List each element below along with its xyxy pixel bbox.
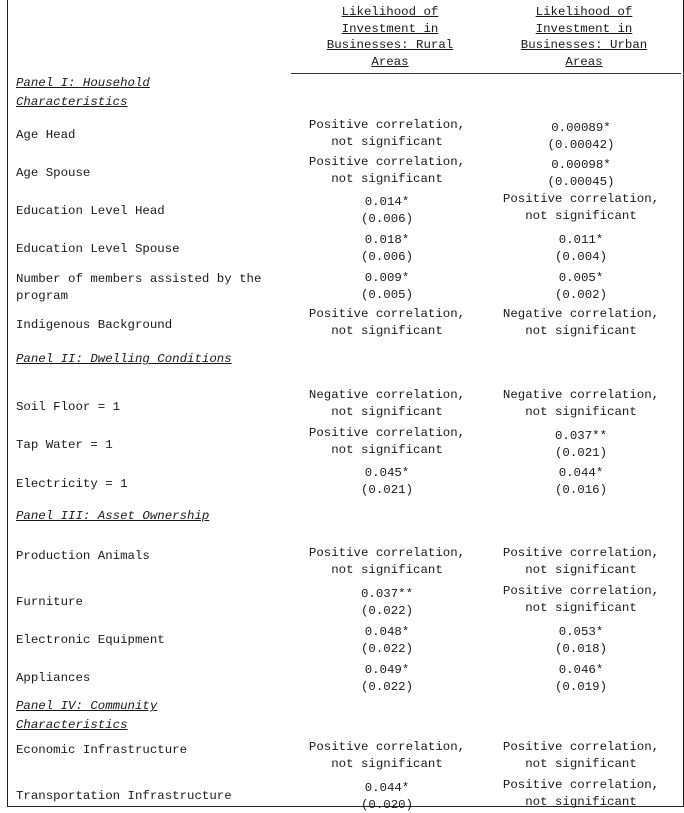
urban-cell: 0.011* (0.004) xyxy=(554,233,608,264)
urban-cell: Positive correlation, not significant xyxy=(502,192,660,223)
column-header-urban: Likelihood of Investment in Businesses: Urban Areas xyxy=(520,5,648,69)
urban-cell: 0.00098* (0.00045) xyxy=(547,158,615,189)
row-label: Transportation Infrastructure xyxy=(16,789,232,803)
urban-cell: 0.046* (0.019) xyxy=(554,663,608,694)
row-label: Number of members assisted by the program xyxy=(16,272,262,303)
rural-cell: 0.018* (0.006) xyxy=(360,233,414,264)
row-label: Electricity = 1 xyxy=(16,477,128,491)
panel-title-assets: Panel III: Asset Ownership xyxy=(16,509,210,523)
row-label: Furniture xyxy=(16,595,83,609)
rural-cell: 0.014* (0.006) xyxy=(360,195,414,226)
urban-cell: 0.053* (0.018) xyxy=(554,625,608,656)
urban-cell: 0.044* (0.016) xyxy=(554,466,608,497)
rural-cell: Positive correlation, not significant xyxy=(308,546,466,577)
row-label: Electronic Equipment xyxy=(16,633,165,647)
row-label: Appliances xyxy=(16,671,91,685)
urban-cell: Negative correlation, not significant xyxy=(502,307,660,338)
row-label: Economic Infrastructure xyxy=(16,743,188,757)
urban-cell: Positive correlation, not significant xyxy=(502,778,660,809)
urban-cell: Negative correlation, not significant xyxy=(502,388,660,419)
rural-cell: 0.044* (0.020) xyxy=(360,781,414,812)
row-label: Education Level Head xyxy=(16,204,165,218)
row-label: Age Head xyxy=(16,128,76,142)
urban-cell: 0.005* (0.002) xyxy=(554,271,608,302)
rural-cell: Positive correlation, not significant xyxy=(308,307,466,338)
row-label: Production Animals xyxy=(16,549,150,563)
rural-cell: 0.037** (0.022) xyxy=(360,587,414,618)
panel-title-dwelling: Panel II: Dwelling Conditions xyxy=(16,352,232,366)
rural-cell: Positive correlation, not significant xyxy=(308,426,466,457)
rural-cell: 0.045* (0.021) xyxy=(360,466,414,497)
rural-cell: 0.048* (0.022) xyxy=(360,625,414,656)
rural-cell: 0.049* (0.022) xyxy=(360,663,414,694)
header-rule xyxy=(291,73,681,74)
urban-cell: Positive correlation, not significant xyxy=(502,584,660,615)
rural-cell: Positive correlation, not significant xyxy=(308,155,466,186)
panel-title-household: Panel I: Household Characteristics xyxy=(16,76,150,109)
row-label: Age Spouse xyxy=(16,166,91,180)
column-header-rural: Likelihood of Investment in Businesses: Rural Areas xyxy=(326,5,454,69)
rural-cell: 0.009* (0.005) xyxy=(360,271,414,302)
urban-cell: 0.037** (0.021) xyxy=(554,429,608,460)
rural-cell: Positive correlation, not significant xyxy=(308,740,466,771)
rural-cell: Positive correlation, not significant xyxy=(308,118,466,149)
urban-cell: Positive correlation, not significant xyxy=(502,546,660,577)
urban-cell: Positive correlation, not significant xyxy=(502,740,660,771)
rural-cell: Negative correlation, not significant xyxy=(308,388,466,419)
row-label: Education Level Spouse xyxy=(16,242,180,256)
urban-cell: 0.00089* (0.00042) xyxy=(547,121,615,152)
row-label: Tap Water = 1 xyxy=(16,438,113,452)
row-label: Soil Floor = 1 xyxy=(16,400,121,414)
panel-title-community: Panel IV: Community Characteristics xyxy=(16,699,158,732)
row-label: Indigenous Background xyxy=(16,318,173,332)
